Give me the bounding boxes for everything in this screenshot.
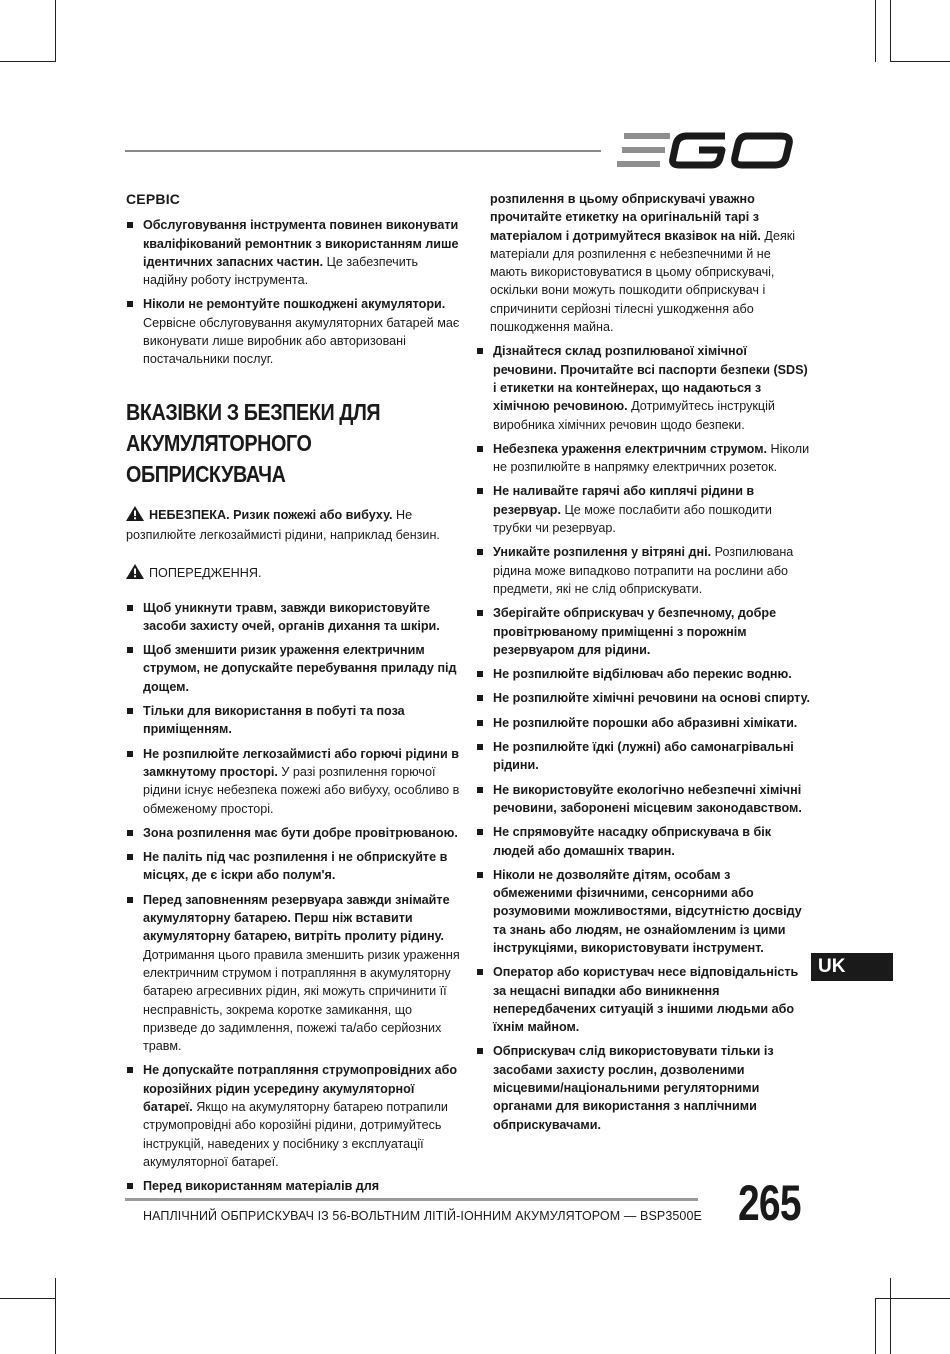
warning-label: ПОПЕРЕДЖЕННЯ. xyxy=(149,566,262,581)
bullet-icon xyxy=(477,1048,483,1054)
list-item: Зона розпилення має бути добре провітрюваною. xyxy=(126,824,461,842)
list-item: Щоб уникнути травм, завжди використовуйте засоби захисту очей, органів дихання та шкіри. xyxy=(126,599,461,636)
crop-mark xyxy=(55,0,56,62)
bullet-icon xyxy=(127,897,133,903)
list-item: Не спрямовуйте насадку обприскувача в бік людей або домашніх тварин. xyxy=(476,823,811,860)
list-item: Небезпека ураження електричним струмом. Ніколи не розпилюйте в напрямку електричних розеток. xyxy=(476,440,811,477)
footer-rule xyxy=(125,1198,698,1201)
bullet-icon xyxy=(127,751,133,757)
bullet-icon xyxy=(477,969,483,975)
left-column xyxy=(126,190,461,1201)
bullet-icon xyxy=(477,720,483,726)
list-item: Перед використанням матеріалів для xyxy=(126,1177,461,1195)
right-column xyxy=(476,190,811,1140)
danger-notice: НЕБЕЗПЕКА. Ризик пожежі або вибуху. Не розпилюйте легкозаймисті рідини, наприклад бензин. xyxy=(126,507,440,542)
bullet-icon xyxy=(127,708,133,714)
list-item: Не паліть під час розпилення і не обприскуйте в місцях, де є іскри або полум'я. xyxy=(126,848,461,885)
language-tab: UK xyxy=(811,953,893,981)
warning-notice xyxy=(126,564,461,584)
crop-mark xyxy=(875,1298,876,1354)
list-item: Не розпилюйте легкозаймисті або горючі рідини в замкнутому просторі. У разі розпилення горючої рідини існує небезпека пожежі або вибуху, особливо в обмеженому просторі. xyxy=(126,745,461,818)
crop-mark xyxy=(875,0,876,62)
bullet-icon xyxy=(477,695,483,701)
bullet-icon xyxy=(477,829,483,835)
crop-mark xyxy=(875,1298,950,1299)
bullet-icon xyxy=(477,488,483,494)
bullet-icon xyxy=(127,830,133,836)
list-item: Щоб зменшити ризик ураження електричним струмом, не допускайте перебування приладу під дощем. xyxy=(126,641,461,696)
bullet-icon xyxy=(477,610,483,616)
bullet-icon xyxy=(477,549,483,555)
bullet-icon xyxy=(127,301,133,307)
warning-list-continued xyxy=(476,342,811,1134)
service-section-title: СЕРВІС xyxy=(126,191,181,207)
bullet-icon xyxy=(127,647,133,653)
list-item: Не використовуйте екологічно небезпечні хімічні речовини, заборонені місцевим законодавством. xyxy=(476,781,811,818)
crop-mark xyxy=(890,61,950,62)
list-item: Не наливайте гарячі або киплячі рідини в резервуар. Це може послабити або пошкодити трубки чи резервуар. xyxy=(476,482,811,537)
list-item: Обприскувач слід використовувати тільки із засобами захисту рослин, дозволеними місцевими/національними регуляторними органами для використання з наплічними обприскувачами. xyxy=(476,1042,811,1133)
page-number: 265 xyxy=(738,1175,801,1231)
list-item: Перед заповненням резервуара завжди знімайте акумуляторну батарею. Перш ніж вставити акумуляторну батарею, витріть пролиту рідину. Дотримання цього правила зменшить ризик ураження електричним струмом і потрапляння в акумуляторну батарею агресивних рідин, які можуть спричинити її несправність, зокрема коротке замикання, що призведе до задимлення, пожежі та/або серйозних травм. xyxy=(126,891,461,1056)
list-item: Не розпилюйте хімічні речовини на основі спирту. xyxy=(476,689,811,707)
list-item: Уникайте розпилення у вітряні дні. Розпилювана рідина може випадково потрапити на рослини або предмети, які не слід обприскувати. xyxy=(476,543,811,598)
bullet-icon xyxy=(127,222,133,228)
safety-heading: ВКАЗІВКИ З БЕЗПЕКИ ДЛЯ АКУМУЛЯТОРНОГО ОБПРИСКУВАЧА xyxy=(126,398,381,487)
bullet-icon xyxy=(477,787,483,793)
crop-mark xyxy=(0,61,56,62)
danger-label: НЕБЕЗПЕКА. xyxy=(149,507,230,522)
bullet-icon xyxy=(477,744,483,750)
crop-mark xyxy=(890,1278,891,1354)
bullet-icon xyxy=(477,872,483,878)
bullet-icon xyxy=(127,1183,133,1189)
crop-mark xyxy=(55,1278,56,1354)
bullet-icon xyxy=(477,348,483,354)
crop-mark xyxy=(890,0,891,62)
list-item: Не розпилюйте порошки або абразивні хімікати. xyxy=(476,714,811,732)
continued-paragraph: розпилення в цьому обприскувачі уважно прочитайте етикетку на оригінальній тарі з матеріалом і дотримуйтеся вказівок на ній. Деякі матеріали для розпилення є небезпечними й не мають використовуватися в цьому обприскувачі, оскільки вони можуть пошкодити обприскувач і спричинити серйозні тілесні ушкодження або пошкодження майна. xyxy=(490,192,796,335)
list-item: Тільки для використання в побуті та поза приміщенням. xyxy=(126,702,461,739)
warning-triangle-icon xyxy=(126,564,144,584)
crop-mark xyxy=(0,1298,56,1299)
ego-logo xyxy=(615,128,801,177)
bullet-icon xyxy=(127,605,133,611)
bullet-icon xyxy=(477,446,483,452)
list-item: Дізнайтеся склад розпилюваної хімічної речовини. Прочитайте всі паспорти безпеки (SDS) і етикетки на контейнерах, що надаються з хімічною речовиною. Дотримуйтесь інструкцій виробника хімічних речовин щодо безпеки. xyxy=(476,342,811,433)
list-item: Не розпилюйте їдкі (лужні) або самонагрівальні рідини. xyxy=(476,738,811,775)
bullet-icon xyxy=(477,671,483,677)
service-list xyxy=(126,216,461,368)
bullet-icon xyxy=(127,1067,133,1073)
list-item: Оператор або користувач несе відповідальність за нещасні випадки або виникнення непередбачених ситуацій з іншими людьми або їхнім майном. xyxy=(476,963,811,1036)
list-item: Зберігайте обприскувач у безпечному, добре провітрюваному приміщенні з порожнім резервуаром для рідини. xyxy=(476,604,811,659)
header-rule xyxy=(125,150,601,152)
list-item: Ніколи не ремонтуйте пошкоджені акумулятори. Сервісне обслуговування акумуляторних батарей має виконувати лише виробник або авторизовані постачальники послуг. xyxy=(126,295,461,368)
bullet-icon xyxy=(127,854,133,860)
warning-list xyxy=(126,599,461,1196)
warning-triangle-icon xyxy=(126,506,144,526)
list-item: Не допускайте потрапляння струмопровідних або корозійних рідин усередину акумуляторної батареї. Якщо на акумуляторну батарею потрапили струмопровідні або корозійні рідини, дотримуйтесь інструкцій, наведених у посібнику з експлуатації акумуляторної батареї. xyxy=(126,1061,461,1171)
footer-product-title: НАПЛІЧНИЙ ОБПРИСКУВАЧ ІЗ 56-ВОЛЬТНИМ ЛІТІЙ-ІОННИМ АКУМУЛЯТОРОМ — BSP3500E xyxy=(143,1209,702,1223)
list-item: Не розпилюйте відбілювач або перекис водню. xyxy=(476,665,811,683)
list-item: Ніколи не дозволяйте дітям, особам з обмеженими фізичними, сенсорними або розумовими можливостями, відсутністю досвіду та знань або людям, не ознайомленим із цими інструкціями, використовувати інструмент. xyxy=(476,866,811,957)
list-item: Обслуговування інструмента повинен виконувати кваліфікований ремонтник з використанням лише ідентичних запасних частин. Це забезпечить надійну роботу інструмента. xyxy=(126,216,461,289)
